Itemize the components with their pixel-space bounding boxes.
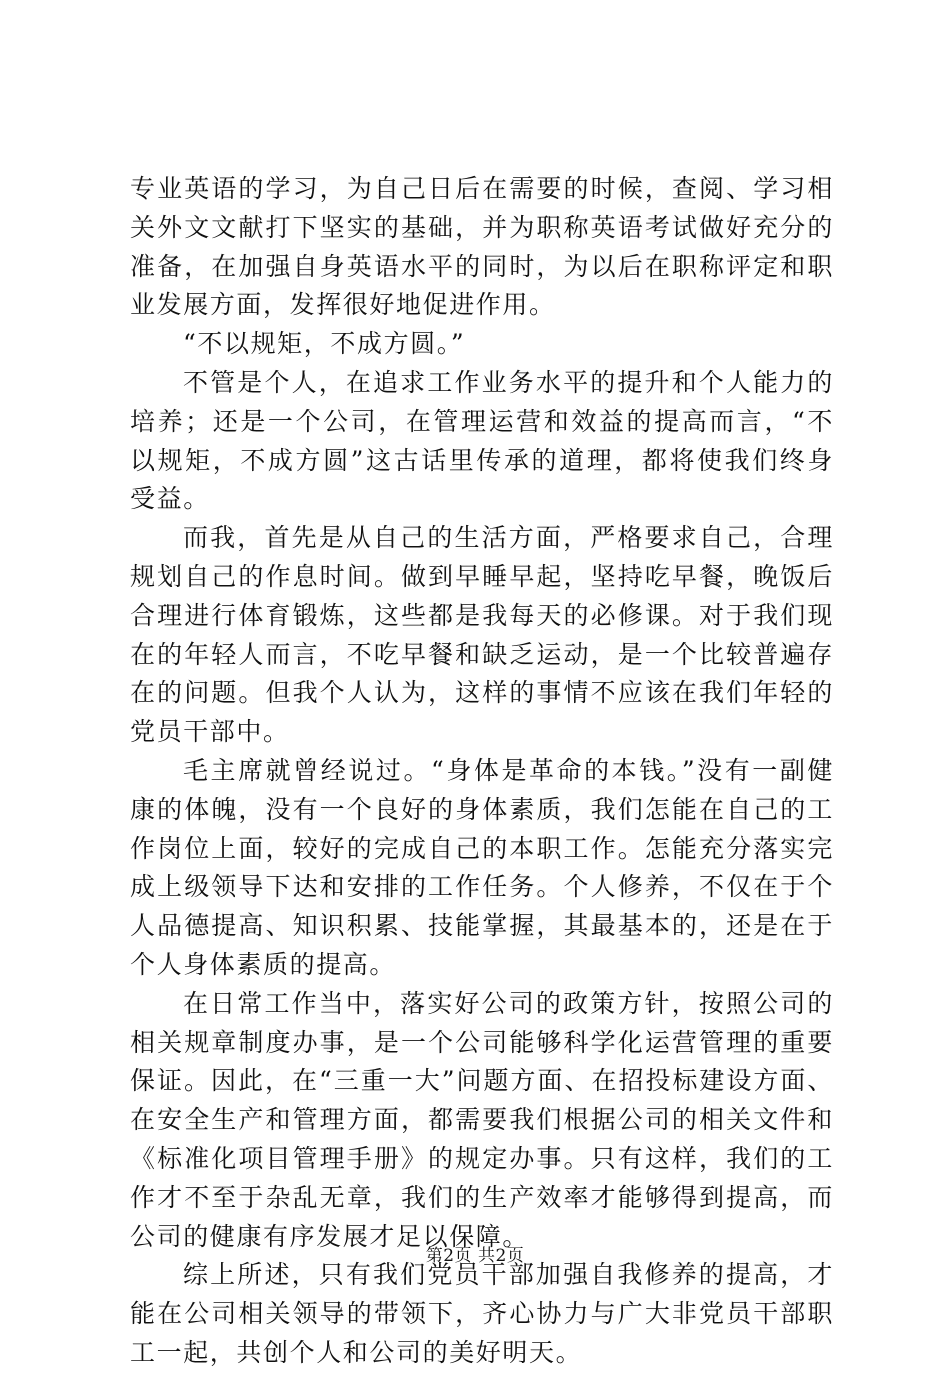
- paragraph-2-quote: “不以规矩，不成方圆。”: [183, 329, 466, 359]
- paragraph-4: 而我，首先是从自己的生活方面，严格要求自己，合理规划自己的作息时间。做到早睡早起，坚持吃早餐，晚饭后合理进行体育锻炼，这些都是我每天的必修课。对于我们现在的年轻人而言，不吃早餐和缺乏运动，是一个比较普遍存在的问题。但我个人认为，这样的事情不应该在我们年轻的党员干部中。: [130, 523, 834, 747]
- document-body: [130, 170, 834, 1373]
- page-number-footer: 第2页 共2页: [425, 1246, 525, 1266]
- paragraph-5: 毛主席就曾经说过。“身体是革命的本钱。”没有一副健康的体魄，没有一个良好的身体素质，我们怎能在自己的工作岗位上面，较好的完成自己的本职工作。怎能充分落实完成上级领导下达和安排的工作任务。个人修养，不仅在于个人品德提高、知识积累、技能掌握，其最基本的，还是在于个人身体素质的提高。: [130, 755, 834, 979]
- paragraph-3: 不管是个人，在追求工作业务水平的提升和个人能力的培养；还是一个公司，在管理运营和效益的提高而言，“不以规矩，不成方圆”这古话里传承的道理，都将使我们终身受益。: [130, 367, 834, 514]
- paragraph-7: 综上所述，只有我们党员干部加强自我修养的提高，才能在公司相关领导的带领下，齐心协力与广大非党员干部职工一起，共创个人和公司的美好明天。: [130, 1260, 834, 1367]
- paragraph-6: 在日常工作当中，落实好公司的政策方针，按照公司的相关规章制度办事，是一个公司能够科学化运营管理的重要保证。因此，在“三重一大”问题方面、在招投标建设方面、在安全生产和管理方面，都需要我们根据公司的相关文件和《标准化项目管理手册》的规定办事。只有这样，我们的工作才不至于杂乱无章，我们的生产效率才能够得到提高，而公司的健康有序发展才足以保障。: [130, 988, 834, 1251]
- paragraph-1: 专业英语的学习，为自己日后在需要的时候，查阅、学习相关外文文献打下坚实的基础，并为职称英语考试做好充分的准备，在加强自身英语水平的同时，为以后在职称评定和职业发展方面，发挥很好地促进作用。: [130, 174, 834, 320]
